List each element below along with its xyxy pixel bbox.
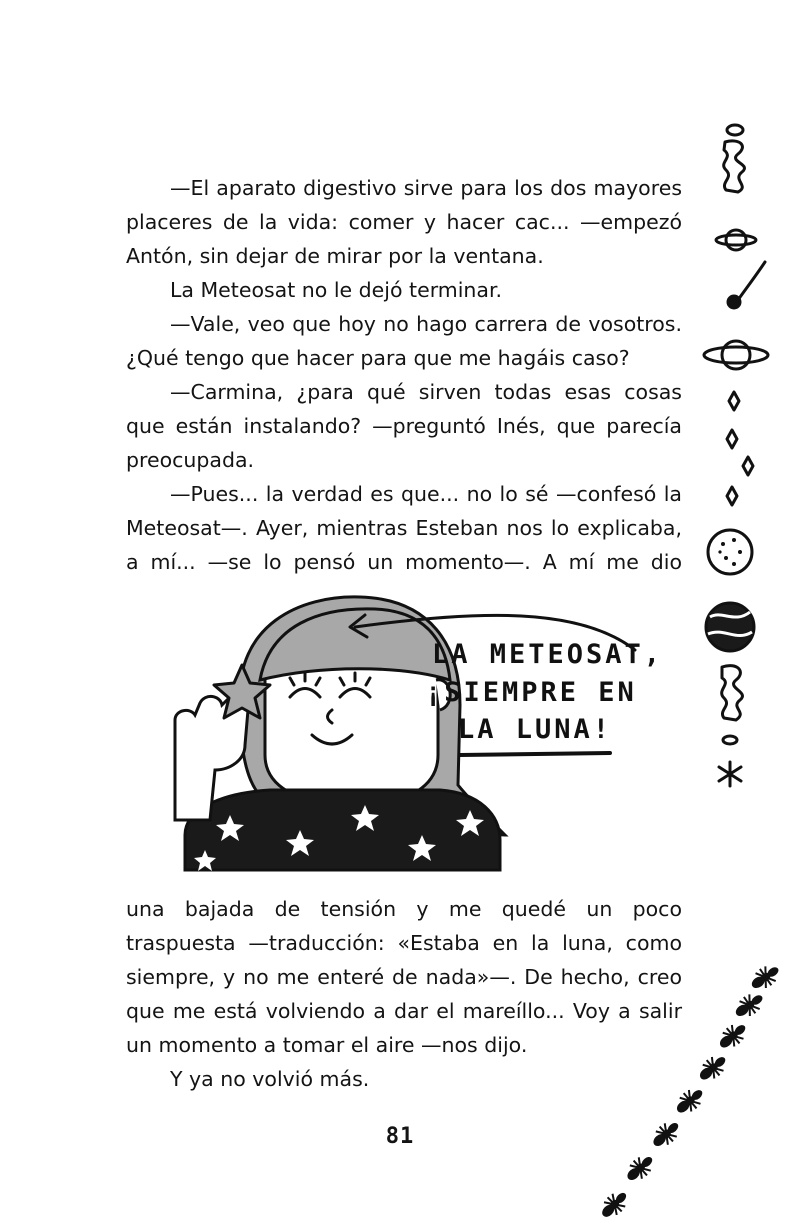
caption-line-1: LA METEOSAT, <box>432 639 664 670</box>
paragraph-4: —Carmina, ¿para qué sirven todas esas cosas que están instalando? —preguntó Inés, que parecía preocupada. <box>126 380 682 472</box>
caption-line-2: ¡SIEMPRE EN <box>425 677 637 708</box>
page-number: 81 <box>385 1124 415 1149</box>
asterisk-icon <box>719 762 741 786</box>
moon-icon <box>708 530 752 574</box>
paragraph-7: Y ya no volvió más. <box>170 1067 370 1091</box>
dark-planet-icon <box>706 603 754 651</box>
comet-icon <box>728 296 740 308</box>
diamond-icon <box>729 392 739 410</box>
paragraph-1: —El aparato digestivo sirve para los dos mayores placeres de la vida: comer y hacer cac... —empezó Antón, sin dejar de mirar por la ventana. <box>126 176 682 268</box>
paragraph-6: una bajada de tensión y me quedé un poco traspuesta —traducción: «Estaba en la luna, como siempre, y no me enteré de nada»—. De hecho, creo que me está volviendo a dar el mareíllo... Voy a salir un momento a tomar el aire —nos dijo. <box>126 897 682 1057</box>
planet-ring-icon <box>722 341 750 369</box>
paragraph-2: La Meteosat no le dejó terminar. <box>170 278 503 302</box>
caption-line-3: LA LUNA! <box>458 714 613 745</box>
space-doodles <box>690 112 780 812</box>
ant-trail <box>575 950 800 1228</box>
squiggle-icon <box>724 141 745 192</box>
meteosat-illustration <box>160 585 680 875</box>
paragraph-5: —Pues... la verdad es que... no lo sé —confesó la Meteosat—. Ayer, mientras Esteban nos lo explicaba, a mí... —se lo pensó un momento—. A mí me dio <box>126 482 682 574</box>
paragraph-3: —Vale, veo que hoy no hago carrera de vosotros. ¿Qué tengo que hacer para que me hagáis caso? <box>126 312 682 370</box>
planet-icon <box>726 230 746 250</box>
